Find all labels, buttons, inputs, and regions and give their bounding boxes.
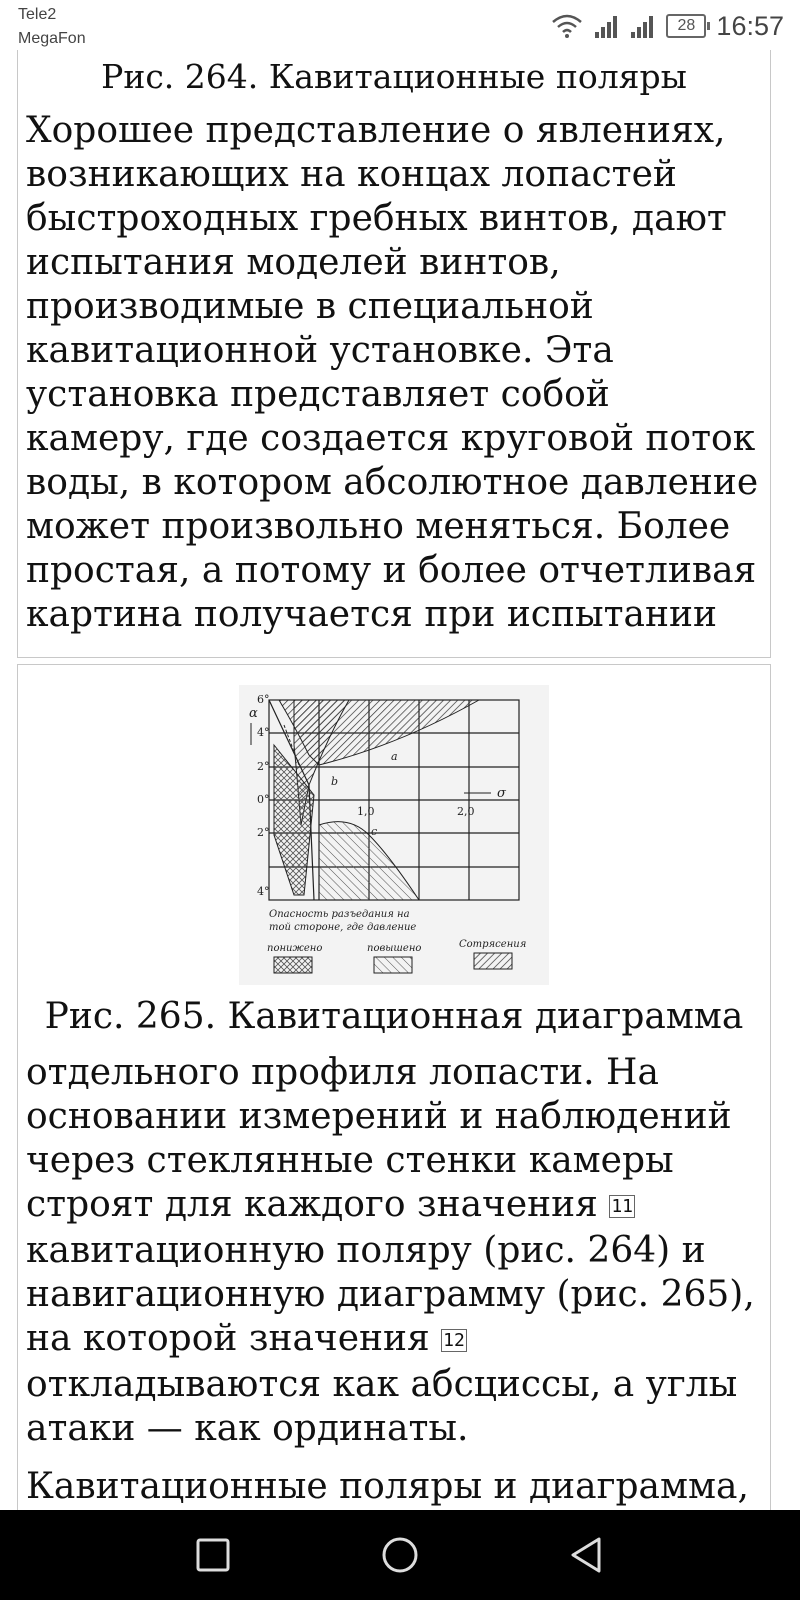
y-tick-label: 6° [257, 693, 270, 706]
x-axis-symbol: σ [497, 786, 506, 801]
wifi-icon [550, 13, 584, 39]
y-tick-label: 0° [257, 793, 270, 806]
x-tick-label: 2,0 [457, 805, 475, 818]
paragraph: Хорошее представление о явлениях, возникающих на концах лопастей быстроходных гребных винтов, дают испытания моделей винтов, производимые в специальной кавитационной установке. Эта установка представляет собой камеру, где создается круговой поток воды, в котором абсолютное давление может произвольно меняться. Более простая, а потому и более отчетливая картина получается при испытании [26, 110, 759, 635]
signal-icon [594, 14, 620, 38]
legend-swatch [474, 953, 512, 969]
home-icon [380, 1535, 420, 1575]
footnote-marker[interactable]: 11 [611, 1196, 633, 1217]
carrier-name: MegaFon [18, 30, 86, 47]
paragraph-text: отдельного профиля лопасти. На основании измерений и наблюдений через стеклянные стенки камеры строят для каждого значения [26, 1052, 732, 1225]
clock: 16:57 [716, 10, 784, 41]
status-bar [0, 0, 800, 50]
navigation-bar [0, 1510, 800, 1600]
back-icon [567, 1535, 607, 1575]
home-button[interactable] [370, 1525, 430, 1585]
carrier-name: Tele2 [18, 6, 57, 23]
legend-label: повышено [367, 943, 422, 954]
y-tick-label: 2° [257, 760, 270, 773]
text-block-1 [17, 0, 771, 658]
recents-icon [195, 1537, 231, 1573]
legend-title-line2: той стороне, где давление [269, 922, 417, 933]
paragraph: Кавитационные поляры и диаграмма, [26, 1466, 749, 1507]
figure-caption-264: Рис. 264. Кавитационные поляры [101, 57, 687, 96]
recents-button[interactable] [183, 1525, 243, 1585]
y-axis-symbol: α [249, 706, 258, 721]
y-tick-label: 2° [257, 826, 270, 839]
curve-label-c: c [371, 825, 378, 838]
legend-title-line1: Опасность разъедания на [269, 909, 410, 920]
paragraph [18, 1051, 770, 1451]
legend-swatch [374, 957, 412, 973]
figure-caption-265: Рис. 265. Кавитационная диаграмма [44, 996, 744, 1037]
x-tick-label: 1,0 [357, 805, 375, 818]
y-tick-label: 4° [257, 885, 270, 898]
back-button[interactable] [557, 1525, 617, 1585]
paragraph-text: кавитационную поляру (рис. 264) и навигационную диаграмму (рис. 265), на которой значения [26, 1230, 755, 1359]
text-block-2 [17, 664, 771, 1510]
cavitation-diagram [239, 685, 549, 985]
legend-label: Сотрясения [459, 939, 527, 950]
curve-label-a: a [391, 750, 398, 763]
paragraph-text: откладываются как абсциссы, а углы атаки — как ординаты. [26, 1364, 738, 1449]
legend-label: понижено [267, 943, 323, 954]
battery-icon: 28 [666, 14, 706, 38]
signal-icon [630, 14, 656, 38]
curve-label-b: b [331, 775, 339, 788]
cavitation-diagram-figure [239, 685, 549, 985]
legend-swatch [274, 957, 312, 973]
footnote-marker[interactable]: 12 [443, 1330, 465, 1351]
y-tick-label: 4° [257, 726, 270, 739]
